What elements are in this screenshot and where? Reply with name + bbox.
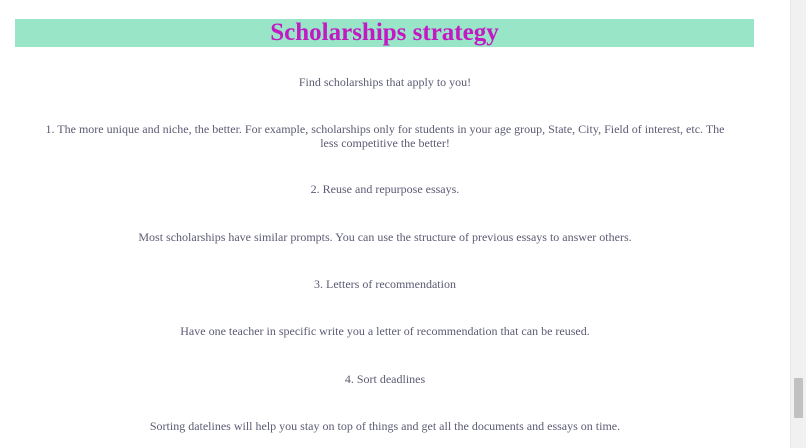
tip-4-heading: 4. Sort deadlines	[344, 372, 426, 386]
title-banner	[15, 19, 754, 47]
page-title: Scholarships strategy	[270, 19, 499, 46]
vertical-scrollbar[interactable]	[790, 0, 806, 448]
tip-2-text: Most scholarships have similar prompts. You can use the structure of previous essays to answer others.	[138, 230, 632, 244]
tip-2-heading: 2. Reuse and repurpose essays.	[310, 182, 460, 196]
tip-4-text: Sorting datelines will help you stay on top of things and get all the documents and essays on time.	[149, 419, 621, 433]
tip-1-text: 1. The more unique and niche, the better. For example, scholarships only for students in your age group, State, City, Field of interest, etc. The less competitive the better!	[45, 122, 725, 150]
intro-text: Find scholarships that apply to you!	[298, 75, 472, 89]
scrollbar-thumb[interactable]	[794, 378, 803, 418]
tip-3-text: Have one teacher in specific write you a letter of recommendation that can be reused.	[180, 324, 590, 338]
tip-3-heading: 3. Letters of recommendation	[314, 277, 456, 291]
